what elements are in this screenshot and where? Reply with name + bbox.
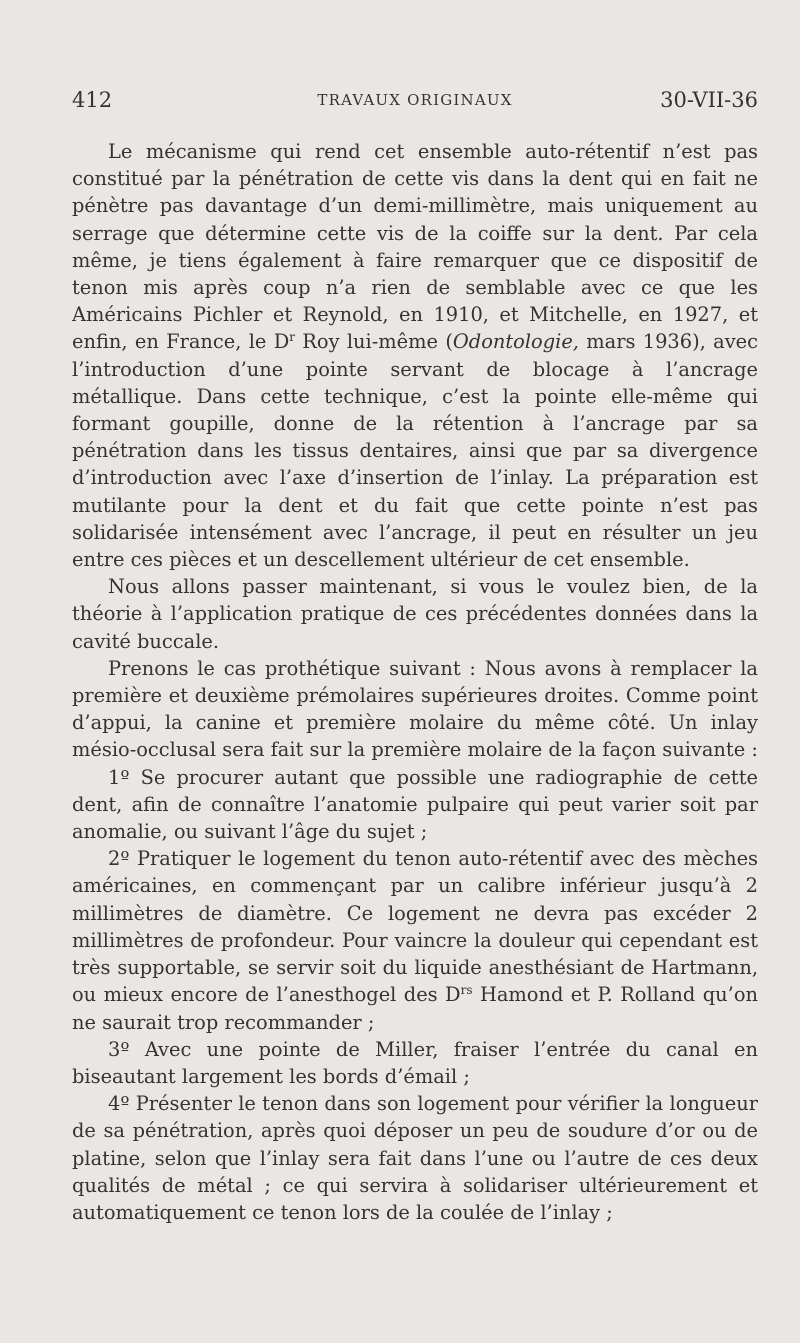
paragraph-case: Prenons le cas prothétique suivant : Nous avons à remplacer la première et deuxième prémolaires supérieures droites. Comme point d’appui, la canine et première molaire du même côté. Un inlay mésio-occlusal sera fait sur la première molaire de la façon suivante : (72, 656, 758, 762)
step-4: 4º Présenter le tenon dans son logement pour vérifier la longueur de sa pénétration, après quoi déposer un peu de soudure d’or ou de platine, selon que l’inlay sera fait dans l’une ou l’autre de ces deux qualités de métal ; ce qui servira à solidariser ultérieurement et automatiquement ce tenon lors de la coulée de l’inlay ; (72, 1092, 758, 1224)
superscript: r (289, 330, 295, 345)
issue-date: 30-VII-36 (660, 88, 758, 112)
paragraph-text: Le mécanisme qui rend cet ensemble auto-rétentif n’est pas constitué par la pénétration de cette vis dans la dent qui en fait ne pénètre pas davantage d’un demi-millimètre, mais uniquement au serrage que détermine cette vis de la coiffe sur la dent. Par cela même, je tiens également à faire remarquer que ce dispositif de tenon mis après coup n’a rien de semblable avec ce que les Américains Pichler et Reynold, en 1910, et Mitchelle, en 1927, et enfin, en France, le D (72, 140, 758, 354)
page-header (72, 88, 758, 122)
journal-title: Odontologie, (452, 330, 579, 354)
step-1: 1º Se procurer autant que possible une radiographie de cette dent, afin de connaître l’anatomie pulpaire qui peut varier soit par anomalie, ou suivant l’âge du sujet ; (72, 765, 758, 844)
step-2 (72, 845, 758, 1035)
paragraph-text: 2º Pratiquer le logement du tenon auto-rétentif avec des mèches américaines, en commençant par un calibre inférieur jusqu’à 2 millimètres de diamètre. Ce logement ne devra pas excéder 2 millimètres de profondeur. Pour vaincre la douleur qui cependant est très supportable, se servir soit du liquide anesthésiant de Hartmann, ou mieux encore de l’anesthogel des D (72, 847, 758, 1007)
running-title: TRAVAUX ORIGINAUX (317, 91, 513, 109)
paragraph-mechanism (72, 138, 758, 573)
paragraph-text: Roy lui-même ( (295, 330, 453, 354)
paragraph-transition: Nous allons passer maintenant, si vous le voulez bien, de la théorie à l’application pratique de ces précédentes données dans la cavité buccale. (72, 575, 758, 653)
paragraph-text: mars 1936), avec l’introduction d’une pointe servant de blocage à l’ancrage métallique. Dans cette technique, c’est la pointe elle-même qui formant goupille, donne de la rétention à l’ancrage par sa pénétration dans les tissus dentaires, ainsi que par sa divergence d’introduction avec l’axe d’insertion de l’inlay. La préparation est mutilante pour la dent et du fait que cette pointe n’est pas solidarisée intensément avec l’ancrage, il peut en résulter un jeu entre ces pièces et un descellement ultérieur de cet ensemble. (72, 330, 758, 572)
step-3: 3º Avec une pointe de Miller, fraiser l’entrée du canal en biseautant largement les bords d’émail ; (72, 1037, 758, 1088)
page-body (72, 138, 758, 1226)
paragraph-text: Hamond et P. Rolland qu’on ne saurait trop recommander ; (72, 983, 758, 1034)
page-number: 412 (72, 88, 113, 112)
superscript: rs (460, 983, 473, 998)
